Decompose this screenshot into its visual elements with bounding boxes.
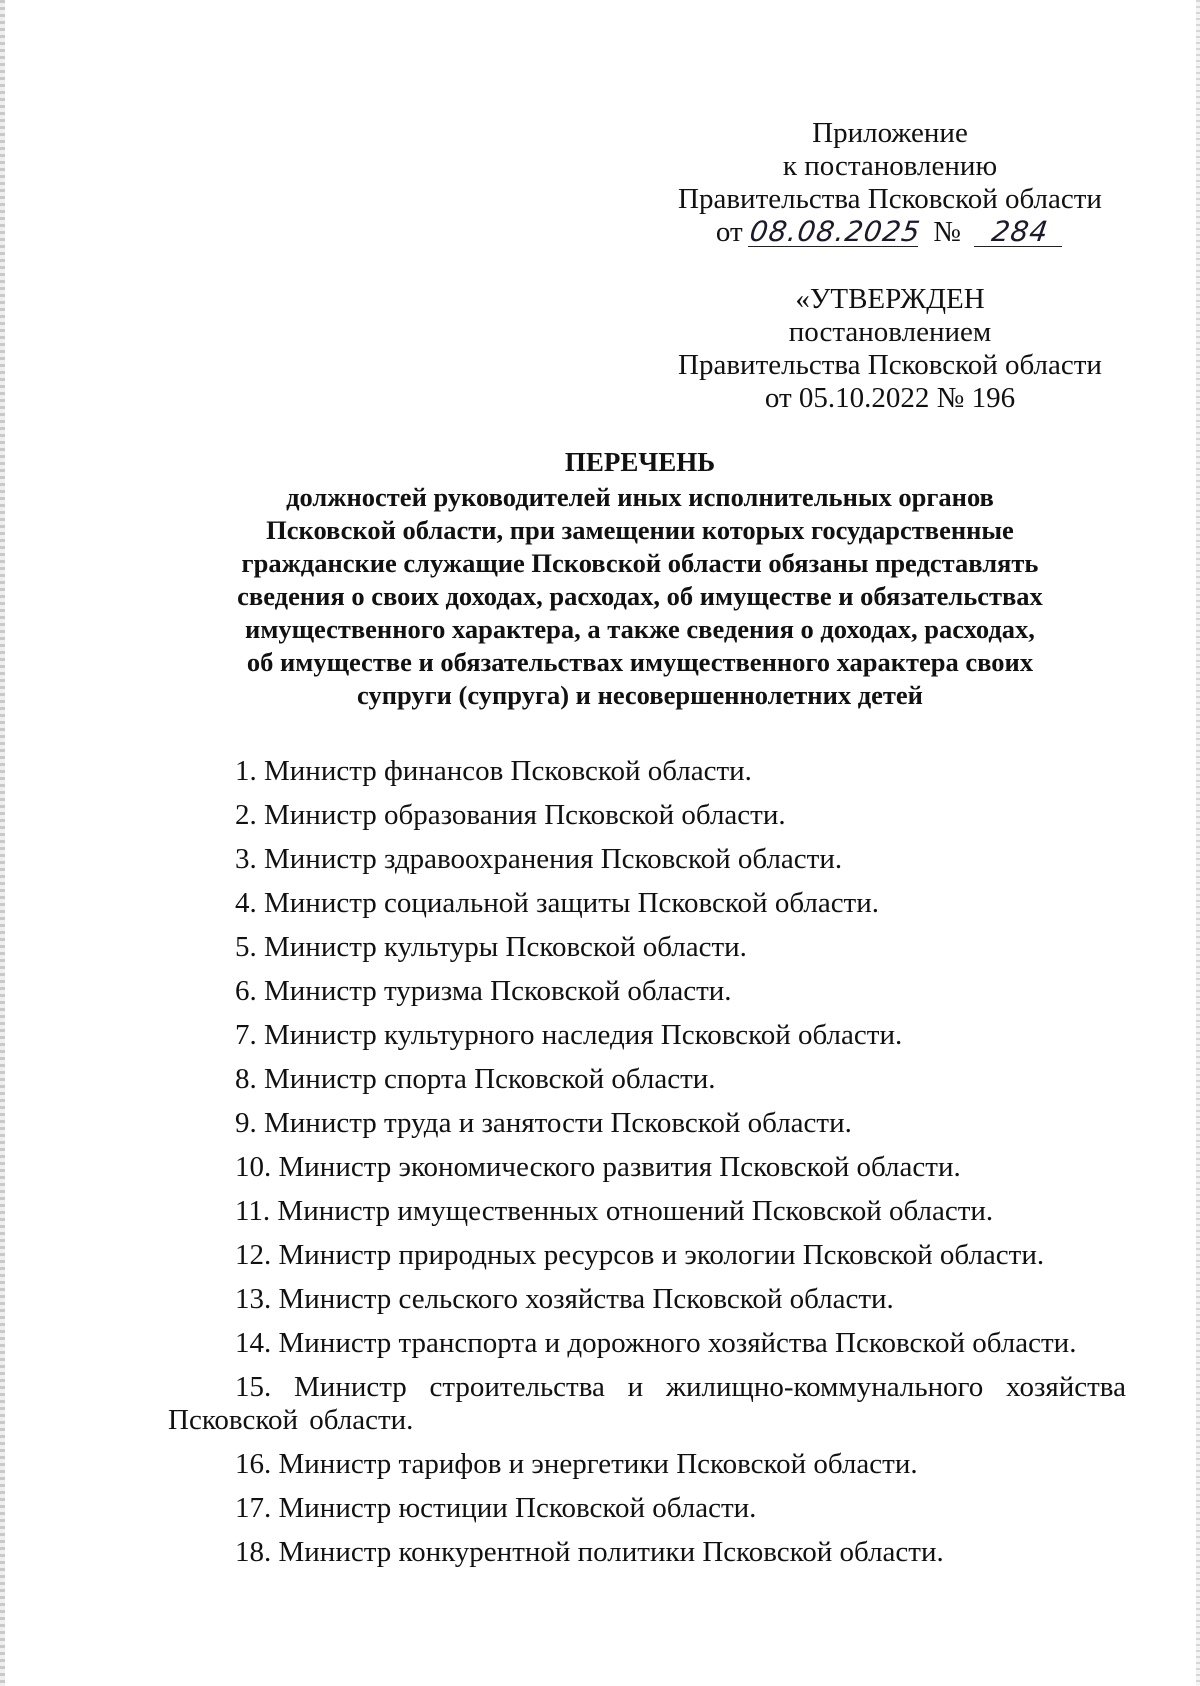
list-item: 5. Министр культуры Псковской области. — [235, 931, 747, 963]
appendix-line-resolution: к постановлению — [782, 150, 998, 182]
list-item: 11. Министр имущественных отношений Псковской области. — [235, 1195, 994, 1227]
list-item: 6. Министр туризма Псковской области. — [235, 975, 732, 1007]
list-item: 3. Министр здравоохранения Псковской области. — [235, 843, 843, 875]
list-item: 10. Министр экономического развития Псковской области. — [235, 1151, 961, 1183]
approved-heading: «УТВЕРЖДЕН — [795, 283, 985, 315]
date-prefix: от — [715, 216, 743, 248]
title-line: сведения о своих доходах, расходах, об имуществе и обязательствах — [237, 581, 1043, 611]
list-item: 4. Министр социальной защиты Псковской области. — [235, 887, 880, 919]
appendix-header — [660, 117, 1120, 249]
list-item: 18. Министр конкурентной политики Псковской области. — [235, 1536, 944, 1568]
list-item: 15. Министр строительства и жилищно-коммунального хозяйства Псковской области. — [168, 1371, 1126, 1436]
approved-line-resolution: постановлением — [788, 316, 992, 348]
title-line: должностей руководителей иных исполнительных органов — [286, 482, 994, 512]
appendix-date-line — [716, 216, 1064, 249]
list-item: 17. Министр юстиции Псковской области. — [235, 1492, 757, 1524]
document-title — [170, 446, 1110, 712]
handwritten-number: 284 — [974, 218, 1066, 247]
appendix-title: Приложение — [812, 117, 968, 149]
title-line: имущественного характера, а также сведения о доходах, расходах, — [245, 614, 1035, 644]
title-line: об имуществе и обязательствах имущественного характера своих — [246, 647, 1034, 677]
list-item: 7. Министр культурного наследия Псковской области. — [235, 1019, 903, 1051]
list-item: 1. Министр финансов Псковской области. — [235, 755, 752, 787]
positions-list — [168, 755, 1126, 1580]
title-line: гражданские служащие Псковской области обязаны представлять — [241, 548, 1039, 578]
list-item: 14. Министр транспорта и дорожного хозяйства Псковской области. — [235, 1327, 1077, 1359]
approved-line-government: Правительства Псковской области — [678, 349, 1102, 381]
list-item: 13. Министр сельского хозяйства Псковской области. — [235, 1283, 894, 1315]
title-main: ПЕРЕЧЕНЬ — [564, 447, 716, 477]
title-line: Псковской области, при замещении которых государственные — [266, 515, 1014, 545]
list-item: 2. Министр образования Псковской области. — [235, 799, 786, 831]
appendix-line-government: Правительства Псковской области — [678, 183, 1102, 215]
list-item: 9. Министр труда и занятости Псковской области. — [235, 1107, 852, 1139]
scan-edge-right — [1196, 0, 1200, 1686]
list-item: 8. Министр спорта Псковской области. — [235, 1063, 716, 1095]
list-item: 16. Министр тарифов и энергетики Псковской области. — [235, 1448, 918, 1480]
handwritten-date: 08.08.2025 — [747, 215, 923, 248]
list-item: 12. Министр природных ресурсов и экологии Псковской области. — [235, 1239, 1045, 1271]
approved-line-date: от 05.10.2022 № 196 — [764, 382, 1016, 414]
title-line: супруги (супруга) и несовершеннолетних детей — [357, 680, 923, 710]
number-sign: № — [933, 216, 961, 248]
approval-stamp-text — [660, 283, 1120, 415]
scan-edge-left — [0, 0, 5, 1686]
